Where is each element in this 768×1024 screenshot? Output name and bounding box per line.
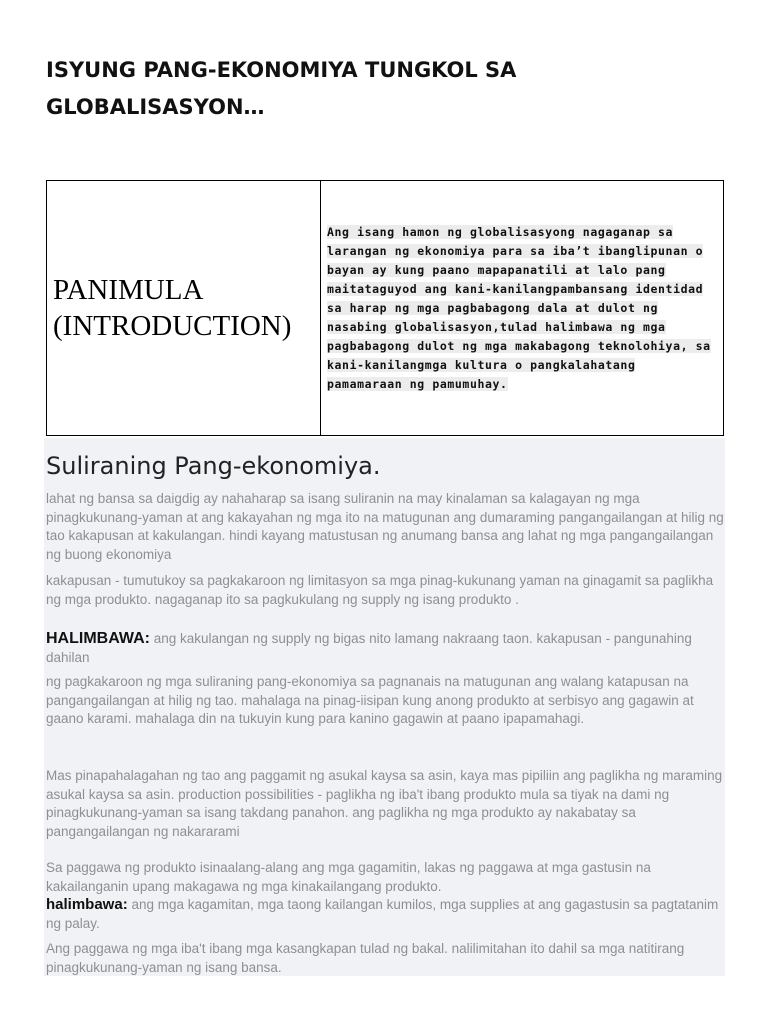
title-line-1: ISYUNG PANG-EKONOMIYA TUNGKOL SA [46, 58, 517, 82]
intro-heading-line-1: PANIMULA [53, 274, 204, 306]
paragraph-3 [46, 630, 724, 667]
intro-heading [53, 272, 291, 344]
example-label-1: HALIMBAWA: [46, 630, 150, 647]
paragraph-7-text: ang mga kagamitan, mga taong kailangan kumilos, mga supplies at ang gagastusin sa pagtatanim ng palay. [46, 897, 719, 931]
paragraph-7 [46, 896, 724, 933]
paragraph-8: Ang paggawa ng mga iba't ibang mga kasangkapan tulad ng bakal. nalilimitahan ito dahil sa mga natitirang pinagkukunang-yaman ng isang bansa. [46, 941, 685, 975]
title-line-2: GLOBALISASYON… [46, 95, 265, 119]
paragraph-5: Mas pinapahalagahan ng tao ang paggamit ng asukal kaysa sa asin, kaya mas pipiliin ang paglikha ng maraming asukal kaysa sa asin. production possibilities - paglikha ng iba't ibang produkto mula sa tiyak na dami ng pinagkukunang-yaman sa isang takdang panahon. ang paglikha ng mga produkto ay nakabatay sa pangangailangan ng nakararami [46, 768, 723, 839]
intro-heading-cell [47, 181, 321, 435]
paragraph-2: kakapusan - tumutukoy sa pagkakaroon ng limitasyon sa mga pinag-kukunang yaman na ginagamit sa paglikha ng mga produkto. nagaganap ito sa pagkukulang ng supply ng isang produkto . [46, 573, 714, 607]
intro-table [46, 180, 724, 436]
example-label-2: halimbawa: [46, 896, 128, 913]
paragraph-1: lahat ng bansa sa daigdig ay nahaharap sa isang suliranin na may kinalaman sa kalagayan ng mga pinagkukunang-yaman at ang kakayahan ng mga ito na matugunan ang dumaraming pangangailangan at hilig ng tao kakapusan at kakulangan. hindi kayang matustusan ng anumang bansa ang lahat ng mga pangangailangan ng buong ekonomiya [46, 491, 724, 562]
intro-body-cell [321, 181, 723, 435]
intro-heading-line-2: (INTRODUCTION) [53, 310, 292, 342]
intro-body: Ang isang hamon ng globalisasyong nagaganap sa larangan ng ekonomiya para sa iba’t ibanglipunan o bayan ay kung paano mapapanatili at lalo pang maitataguyod ang kani-kanilangpambansang identidad sa harap ng mga pagbabagong dala at dulot ng nasabing globalisasyon,tulad halimbawa ng mga pagbabagong dulot ng mga makabagong teknolohiya, sa kani-kanilangmga kultura o pangkalahatang pamamaraan ng pamumuhay. [327, 224, 711, 391]
page-title [46, 52, 726, 126]
paragraph-3-text: ang kakulangan ng supply ng bigas nito lamang nakraang taon. kakapusan - pangunahing dahilan [46, 631, 692, 665]
paragraph-4: ng pagkakaroon ng mga suliraning pang-ekonomiya sa pagnanais na matugunan ang walang katapusan na pangangailangan at hilig ng tao. mahalaga na pinag-iisipan kung anong produkto at serbisyo ang gagawin at gaano karami. mahalaga din na tukuyin kung para kanino gagawin at paano ipapamahagi. [46, 674, 694, 726]
section-heading: Suliraning Pang-ekonomiya. [46, 452, 381, 480]
intro-body-text [327, 223, 717, 394]
paragraph-6: Sa paggawa ng produkto isinaalang-alang ang mga gagamitin, lakas ng paggawa at mga gastusin na kakailanganin upang makagawa ng mga kinakailangang produkto. [46, 860, 651, 894]
